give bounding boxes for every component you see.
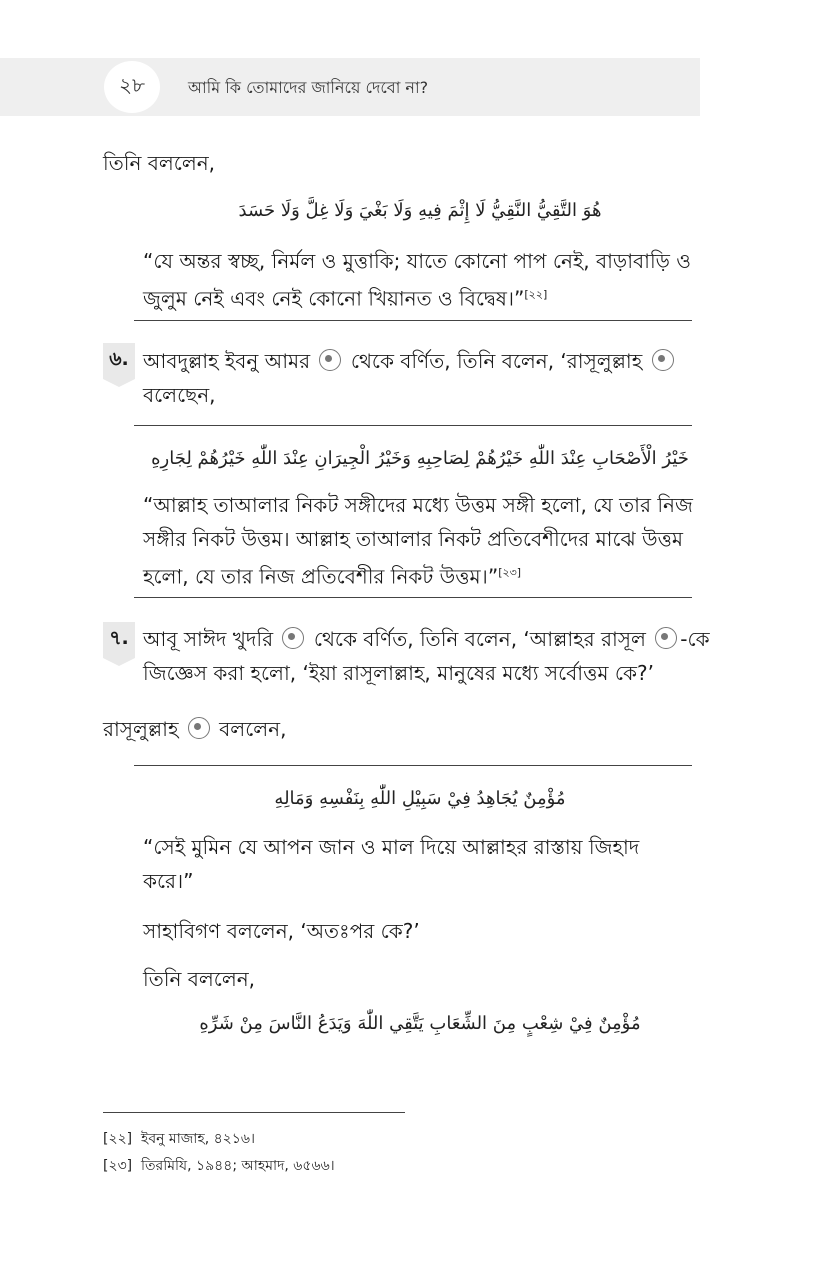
arabic-text-3: مُؤْمِنٌ يُجَاهِدُ فِيْ سَبِيْلِ اللّٰهِ بِنَفْسِهِ وَمَالِهِ xyxy=(274,788,566,809)
footnote-text: ইবনু মাজাহ, ৪২১৬। xyxy=(141,1131,255,1147)
rasul-said xyxy=(103,712,286,746)
divider xyxy=(134,425,692,426)
translation-1-line1: “যে অন্তর স্বচ্ছ, নির্মল ও মুত্তাকি; যাতে কোনো পাপ নেই, বাড়াবাড়ি ও xyxy=(143,249,692,273)
translation-2-line3-text: হলো, যে তার নিজ প্রতিবেশীর নিকট উত্তম।” xyxy=(143,564,499,589)
translation-1-line2-text: জুলুম নেই এবং নেই কোনো খিয়ানত ও বিদ্বেষ।” xyxy=(143,286,525,311)
footnote-22 xyxy=(103,1127,255,1151)
hadith-number-6: ৬. xyxy=(103,343,135,379)
divider xyxy=(134,765,692,766)
hadith-7-line1 xyxy=(143,622,710,656)
salawat-icon xyxy=(652,349,674,371)
hadith-7-line1-suffix: -কে xyxy=(680,627,710,651)
hadith-7-line1-rest: থেকে বর্ণিত, তিনি বলেন, ‘আল্লাহর রাসূল xyxy=(313,627,646,651)
hadith-6-narrator: আবদুল্লাহ ইবনু আমর xyxy=(143,349,311,373)
hadith-6-line1-rest: থেকে বর্ণিত, তিনি বলেন, ‘রাসূলুল্লাহ xyxy=(350,349,643,373)
arabic-text-4: مُؤْمِنٌ فِيْ شِعْبٍ مِنَ الشِّعَابِ يَتَّقِي اللّٰهَ وَيَدَعُ النَّاسَ مِنْ شَرِّهِ xyxy=(199,1013,641,1034)
arabic-text-1: هُوَ التَّقِيُّ النَّقِيُّ لَا إِثْمَ فِيهِ وَلَا بَغْيَ وَلَا غِلَّ وَلَا حَسَدَ xyxy=(238,200,602,221)
translation-2-line2: সঙ্গীর নিকট উত্তম। আল্লাহ তাআলার নিকট প্রতিবেশীদের মাঝে উত্তম xyxy=(143,527,683,551)
hadith-6-line1 xyxy=(143,344,677,378)
translation-2-line3 xyxy=(143,556,521,594)
translation-3-line2: করে।” xyxy=(143,869,194,893)
rasul-said-verb: বললেন, xyxy=(219,717,287,741)
divider xyxy=(134,597,692,598)
hadith-number-7: ৭. xyxy=(103,622,135,658)
footnote-divider xyxy=(103,1112,405,1113)
salawat-icon xyxy=(655,627,677,649)
intro-said: তিনি বললেন, xyxy=(103,151,216,175)
footnote-ref-23[interactable]: [২৩] xyxy=(498,566,522,579)
hadith-7-narrator: আবূ সাঈদ খুদরি xyxy=(143,627,274,651)
page-number: ২৮ xyxy=(104,61,160,113)
footnote-23 xyxy=(103,1154,335,1178)
rasul-said-name: রাসূলুল্লাহ xyxy=(103,717,179,741)
he-said: তিনি বললেন, xyxy=(143,967,256,991)
footnote-ref-22[interactable]: [২২] xyxy=(524,288,548,301)
salawat-icon xyxy=(188,717,210,739)
translation-3-line1: “সেই মুমিন যে আপন জান ও মাল দিয়ে আল্লাহর রাস্তায় জিহাদ xyxy=(143,835,640,859)
divider xyxy=(134,320,692,321)
arabic-text-2: خَيْرُ الْأَصْحَابِ عِنْدَ اللّٰهِ خَيْرُهُمْ لِصَاحِبِهِ وَخَيْرُ الْجِيرَانِ عِنْدَ اللّٰهِ خَيْرُهُمْ لِجَارِهِ xyxy=(151,448,689,469)
footnote-mark: [২২] xyxy=(103,1131,133,1147)
translation-2-line1: “আল্লাহ তাআলার নিকট সঙ্গীদের মধ্যে উত্তম সঙ্গী হলো, যে তার নিজ xyxy=(143,493,693,517)
translation-1-line2 xyxy=(143,278,547,316)
footnote-mark: [২৩] xyxy=(103,1158,133,1174)
companions-asked: সাহাবিগণ বললেন, ‘অতঃপর কে?’ xyxy=(143,919,420,943)
hadith-7-line2: জিজ্ঞেস করা হলো, ‘ইয়া রাসূলাল্লাহ, মানুষের মধ্যে সর্বোত্তম কে?’ xyxy=(143,661,654,685)
running-title: আমি কি তোমাদের জানিয়ে দেবো না? xyxy=(188,78,429,97)
hadith-6-line2: বলেছেন, xyxy=(143,383,216,407)
footnote-text: তিরমিযি, ১৯৪৪; আহমাদ, ৬৫৬৬। xyxy=(141,1158,335,1174)
radiyallahu-icon xyxy=(282,627,304,649)
radiyallahu-icon xyxy=(319,349,341,371)
